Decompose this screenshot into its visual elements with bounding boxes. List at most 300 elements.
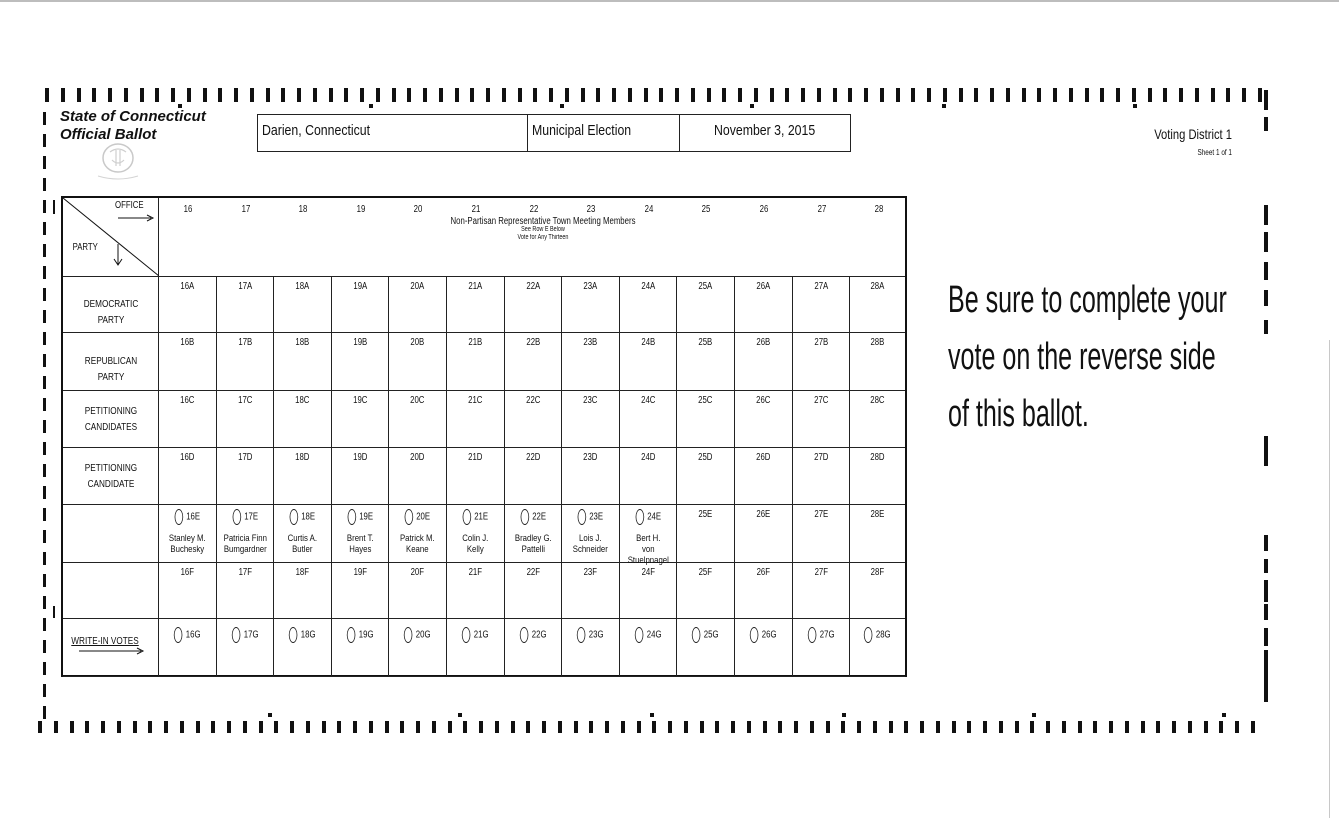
timing-mark	[1093, 721, 1097, 733]
timing-mark	[77, 88, 81, 102]
cell-label	[280, 281, 324, 292]
timing-mark	[92, 88, 96, 102]
ballot-cell	[677, 563, 735, 619]
timing-mark	[841, 721, 845, 733]
timing-mark	[243, 721, 247, 733]
ballot-cell	[505, 563, 563, 619]
cell-code: 26B	[756, 337, 771, 348]
timing-mark	[558, 721, 562, 733]
timing-mark	[423, 88, 427, 102]
timing-mark	[700, 721, 704, 733]
cell-code: 28E	[870, 509, 885, 520]
vote-oval[interactable]	[864, 627, 873, 643]
cell-label	[626, 567, 670, 578]
timing-mark	[1006, 88, 1010, 102]
timing-mark	[952, 721, 956, 733]
ballot-cell	[562, 277, 620, 333]
ballot-cell[interactable]	[332, 619, 390, 677]
cell-label	[338, 452, 382, 463]
ballot-cell[interactable]	[793, 619, 851, 677]
timing-mark	[990, 88, 994, 102]
ballot-cell[interactable]	[389, 619, 447, 677]
timing-mark	[45, 88, 49, 102]
note-line-1: Be sure to complete your	[948, 279, 1227, 321]
vote-oval[interactable]	[347, 627, 356, 643]
vote-oval[interactable]	[750, 627, 759, 643]
timing-mark	[322, 721, 326, 733]
cell-code: 17B	[237, 337, 252, 348]
cell-code: 22F	[526, 567, 540, 578]
timing-mark	[628, 88, 632, 102]
town-name: Darien, Connecticut	[262, 122, 371, 139]
cell-code: 16E	[186, 511, 201, 523]
vote-oval[interactable]	[462, 627, 471, 643]
timing-mark	[458, 713, 462, 717]
cell-code: 25C	[698, 395, 713, 406]
vote-oval[interactable]	[635, 627, 644, 643]
ballot-cell[interactable]	[620, 619, 678, 677]
ballot-cell	[793, 448, 851, 505]
timing-mark	[889, 721, 893, 733]
timing-mark	[738, 88, 742, 102]
timing-mark	[675, 88, 679, 102]
timing-mark	[53, 606, 55, 618]
ballot-cell[interactable]	[562, 619, 620, 677]
cell-label	[453, 337, 497, 348]
cell-code: 26F	[756, 567, 771, 578]
timing-mark	[61, 88, 65, 102]
cell-code: 16G	[185, 629, 201, 641]
cell-label	[396, 627, 440, 643]
vote-oval[interactable]	[232, 627, 241, 643]
ballot-cell	[850, 333, 905, 391]
write-in-label: WRITE-IN VOTES	[71, 636, 139, 647]
timing-mark	[463, 721, 467, 733]
cell-code: 17E	[243, 511, 258, 523]
cell-code: 25D	[698, 452, 713, 463]
ballot-cell	[677, 448, 735, 505]
timing-mark	[124, 88, 128, 102]
candidate-last: Schneider	[572, 544, 609, 555]
ballot-cell	[850, 448, 905, 505]
ballot-cell[interactable]	[274, 619, 332, 677]
timing-mark	[1179, 88, 1183, 102]
timing-mark	[1219, 721, 1223, 733]
timing-mark	[1211, 88, 1215, 102]
timing-mark	[101, 721, 105, 733]
timing-mark	[432, 721, 436, 733]
timing-mark	[911, 88, 915, 102]
timing-mark	[43, 618, 46, 631]
timing-mark	[1264, 535, 1268, 551]
cell-code: 18B	[295, 337, 310, 348]
timing-mark	[274, 721, 278, 733]
ballot-cell[interactable]	[850, 619, 905, 677]
timing-mark	[842, 713, 846, 717]
ballot-cell[interactable]	[562, 505, 620, 563]
cell-label	[280, 337, 324, 348]
vote-oval[interactable]	[290, 509, 299, 525]
timing-mark	[43, 112, 46, 125]
ballot-cell[interactable]	[505, 505, 563, 563]
timing-mark	[360, 88, 364, 102]
party-name: DEMOCRATIC PARTY	[83, 299, 139, 326]
cell-label	[223, 337, 267, 348]
timing-mark	[1015, 721, 1019, 733]
candidate-first: Patricia Finn	[223, 533, 267, 544]
cell-code: 18D	[295, 452, 310, 463]
timing-mark	[778, 721, 782, 733]
candidate-name	[164, 533, 210, 555]
cell-code: 16B	[180, 337, 195, 348]
cell-label	[568, 395, 612, 406]
cell-code: 20A	[410, 281, 425, 292]
cell-code: 21G	[473, 629, 489, 641]
timing-mark	[43, 486, 46, 499]
cell-label	[626, 395, 670, 406]
timing-mark	[227, 721, 231, 733]
timing-mark	[43, 376, 46, 389]
timing-mark	[983, 721, 987, 733]
election-date: November 3, 2015	[714, 122, 816, 139]
ballot-cell	[332, 448, 390, 505]
cell-label	[453, 281, 497, 292]
timing-mark	[750, 104, 754, 108]
ballot-cell	[389, 277, 447, 333]
timing-mark	[313, 88, 317, 102]
ballot-cell	[159, 277, 217, 333]
vote-oval[interactable]	[175, 509, 184, 525]
timing-mark	[1125, 721, 1129, 733]
cell-label	[856, 627, 899, 643]
cell-label	[741, 509, 785, 520]
timing-mark	[234, 88, 238, 102]
timing-mark	[880, 88, 884, 102]
timing-mark	[650, 713, 654, 717]
cell-code: 22D	[525, 452, 541, 463]
cell-code: 21E	[474, 511, 489, 523]
timing-mark	[1030, 721, 1034, 733]
timing-mark	[43, 200, 46, 213]
cell-code: 20F	[410, 567, 425, 578]
voting-district: Voting District 1	[1154, 126, 1232, 142]
vote-oval[interactable]	[404, 627, 413, 643]
timing-mark	[43, 706, 46, 719]
candidate-name	[452, 533, 498, 555]
timing-mark	[108, 88, 112, 102]
vote-oval[interactable]	[520, 509, 529, 525]
party-name-word: PETITIONING	[84, 462, 138, 474]
cell-code: 23E	[589, 511, 604, 523]
column-number: 18	[298, 204, 308, 215]
cell-label	[223, 627, 267, 643]
candidate-last: Buchesky	[170, 544, 205, 555]
candidate-first: Brent T.	[346, 533, 374, 544]
timing-mark	[369, 721, 373, 733]
ballot-cell[interactable]	[505, 619, 563, 677]
timing-mark	[479, 721, 483, 733]
timing-mark	[1188, 721, 1192, 733]
timing-mark	[1141, 721, 1145, 733]
town-box	[257, 114, 527, 152]
cell-label	[741, 567, 785, 578]
timing-mark	[43, 398, 46, 411]
vote-oval[interactable]	[289, 627, 298, 643]
timing-mark	[920, 721, 924, 733]
cell-label	[396, 452, 440, 463]
timing-mark	[266, 88, 270, 102]
cell-code: 28D	[870, 452, 885, 463]
timing-mark	[43, 310, 46, 323]
timing-mark	[1264, 117, 1268, 131]
ballot-cell[interactable]	[389, 505, 447, 563]
cell-code: 26A	[756, 281, 771, 292]
timing-mark	[43, 266, 46, 279]
timing-mark	[385, 721, 389, 733]
ballot-cell	[447, 563, 505, 619]
cell-code: 28G	[876, 629, 891, 641]
timing-mark	[904, 721, 908, 733]
cell-code: 20C	[410, 395, 425, 406]
timing-mark	[1264, 664, 1268, 682]
candidate-first: Bert H.	[635, 533, 661, 544]
cell-label	[799, 627, 843, 643]
cell-label	[856, 452, 899, 463]
cell-code: 20G	[416, 629, 431, 641]
vote-oval[interactable]	[463, 509, 472, 525]
timing-mark	[218, 88, 222, 102]
timing-mark	[1078, 721, 1082, 733]
cell-code: 28B	[870, 337, 885, 348]
ballot-cell	[677, 391, 735, 448]
cell-code: 24E	[646, 511, 661, 523]
cell-label	[223, 452, 267, 463]
ballot-line: Official Ballot	[60, 126, 157, 143]
timing-mark	[1251, 721, 1255, 733]
timing-mark	[1148, 88, 1152, 102]
ballot-cell[interactable]	[332, 505, 390, 563]
timing-mark	[637, 721, 641, 733]
timing-mark	[974, 88, 978, 102]
cell-label	[741, 627, 785, 643]
ballot-cell	[793, 391, 851, 448]
cell-label	[626, 509, 670, 525]
timing-mark	[565, 88, 569, 102]
timing-mark	[1242, 88, 1246, 102]
ballot-cell[interactable]	[217, 505, 275, 563]
ballot-cell	[274, 277, 332, 333]
ballot-cell[interactable]	[159, 619, 217, 677]
cell-label	[338, 627, 382, 643]
timing-mark	[376, 88, 380, 102]
vote-oval[interactable]	[808, 627, 817, 643]
timing-mark	[763, 721, 767, 733]
ballot-cell[interactable]	[620, 505, 678, 566]
cell-label	[684, 337, 728, 348]
timing-mark	[43, 420, 46, 433]
cell-code: 24B	[641, 337, 656, 348]
cell-label	[511, 281, 555, 292]
candidate-name	[510, 533, 556, 555]
ballot-cell	[735, 448, 793, 505]
timing-mark	[542, 721, 546, 733]
timing-mark	[1264, 436, 1268, 466]
timing-mark	[43, 508, 46, 521]
column-number: 24	[644, 204, 654, 215]
vote-oval[interactable]	[577, 627, 586, 643]
cell-label	[453, 627, 497, 643]
cell-label	[799, 281, 843, 292]
party-name-word: CANDIDATE	[87, 478, 135, 490]
timing-mark	[117, 721, 121, 733]
timing-mark	[1235, 721, 1239, 733]
timing-mark	[43, 244, 46, 257]
vote-oval[interactable]	[347, 509, 356, 525]
cell-code: 25A	[698, 281, 713, 292]
ballot-cell	[159, 563, 217, 619]
cell-code: 27B	[813, 337, 828, 348]
candidate-last: Butler	[292, 544, 313, 555]
cell-label	[396, 281, 440, 292]
timing-mark	[439, 88, 443, 102]
timing-mark	[1132, 88, 1136, 102]
ballot-cell	[850, 277, 905, 333]
ballot-cell	[217, 563, 275, 619]
ballot-cell[interactable]	[274, 505, 332, 563]
timing-mark	[211, 721, 215, 733]
cell-label	[396, 337, 440, 348]
cell-label	[396, 395, 440, 406]
write-in-arrow-icon	[63, 619, 159, 677]
note-line-2: vote on the reverse side	[948, 336, 1216, 378]
party-name: REPUBLICAN PARTY	[84, 356, 138, 383]
cell-code: 21C	[468, 395, 483, 406]
cell-label	[453, 509, 497, 525]
column-number: 25	[702, 204, 711, 215]
cell-code: 24A	[641, 281, 656, 292]
timing-mark	[1226, 88, 1230, 102]
timing-mark	[1133, 104, 1137, 108]
cell-label	[511, 627, 555, 643]
timing-mark	[155, 88, 159, 102]
party-name-word: PETITIONING	[84, 405, 138, 417]
timing-mark	[54, 721, 58, 733]
timing-mark	[187, 88, 191, 102]
cell-label	[684, 509, 728, 520]
ballot-cell	[447, 448, 505, 505]
timing-mark	[560, 104, 564, 108]
ballot-cell	[505, 333, 563, 391]
vote-oval[interactable]	[635, 509, 644, 525]
note-line-3: of this ballot.	[948, 393, 1089, 435]
ballot-cell	[217, 333, 275, 391]
candidate-first: Patrick M.	[400, 533, 435, 544]
timing-mark	[747, 721, 751, 733]
timing-mark	[1109, 721, 1113, 733]
cell-label	[338, 281, 382, 292]
timing-mark	[1069, 88, 1073, 102]
ballot-cell[interactable]	[217, 619, 275, 677]
timing-mark	[164, 721, 168, 733]
timing-mark	[171, 88, 175, 102]
ballot-cell[interactable]	[735, 619, 793, 677]
timing-mark	[1195, 88, 1199, 102]
vote-oval[interactable]	[520, 627, 529, 643]
ballot-cell	[620, 391, 678, 448]
ballot-cell	[620, 333, 678, 391]
ballot-cell[interactable]	[447, 505, 505, 563]
scan-edge-line	[0, 0, 1339, 2]
party-label: PARTY	[72, 242, 98, 253]
timing-mark	[927, 88, 931, 102]
vote-oval[interactable]	[174, 627, 183, 643]
column-number: 27	[817, 204, 826, 215]
party-cell-d	[63, 448, 159, 505]
cell-code: 19F	[353, 567, 367, 578]
timing-mark	[43, 640, 46, 653]
cell-code: 25E	[698, 509, 713, 520]
ballot-cell[interactable]	[677, 619, 735, 677]
vote-oval[interactable]	[578, 509, 587, 525]
party-cell-b	[63, 333, 159, 391]
timing-mark	[589, 721, 593, 733]
timing-mark	[400, 721, 404, 733]
ballot-cell	[505, 277, 563, 333]
ballot-cell	[389, 333, 447, 391]
cell-code: 19D	[352, 452, 368, 463]
cell-label	[338, 395, 382, 406]
cell-code: 26G	[761, 629, 777, 641]
ballot-cell	[217, 391, 275, 448]
timing-mark	[148, 721, 152, 733]
timing-mark	[1264, 580, 1268, 602]
timing-mark	[1100, 88, 1104, 102]
cell-label	[511, 337, 555, 348]
timing-mark	[1264, 650, 1268, 664]
timing-mark	[1264, 205, 1268, 225]
timing-mark	[1163, 88, 1167, 102]
ballot-cell[interactable]	[159, 505, 217, 563]
timing-mark	[1204, 721, 1208, 733]
timing-mark	[754, 88, 758, 102]
ballot-cell	[274, 563, 332, 619]
cell-code: 27A	[813, 281, 828, 292]
cell-code: 20B	[410, 337, 425, 348]
timing-mark	[967, 721, 971, 733]
scan-edge-line-right	[1329, 340, 1330, 818]
cell-label	[684, 395, 728, 406]
party-cell-g	[63, 619, 159, 677]
vote-oval[interactable]	[692, 627, 701, 643]
timing-mark	[43, 288, 46, 301]
timing-mark	[833, 88, 837, 102]
state-seal-icon	[88, 140, 140, 182]
cell-label	[280, 452, 324, 463]
cell-code: 17A	[237, 281, 252, 292]
ballot-cell	[735, 277, 793, 333]
column-number: 28	[874, 204, 884, 215]
ballot-cell	[159, 333, 217, 391]
ballot-cell[interactable]	[447, 619, 505, 677]
cell-code: 24F	[641, 567, 655, 578]
timing-mark	[1022, 88, 1026, 102]
column-number: 22	[529, 204, 538, 215]
vote-oval[interactable]	[405, 509, 414, 525]
cell-label	[741, 337, 785, 348]
timing-mark	[817, 88, 821, 102]
cell-code: 16F	[180, 567, 195, 578]
vote-oval[interactable]	[232, 509, 241, 525]
